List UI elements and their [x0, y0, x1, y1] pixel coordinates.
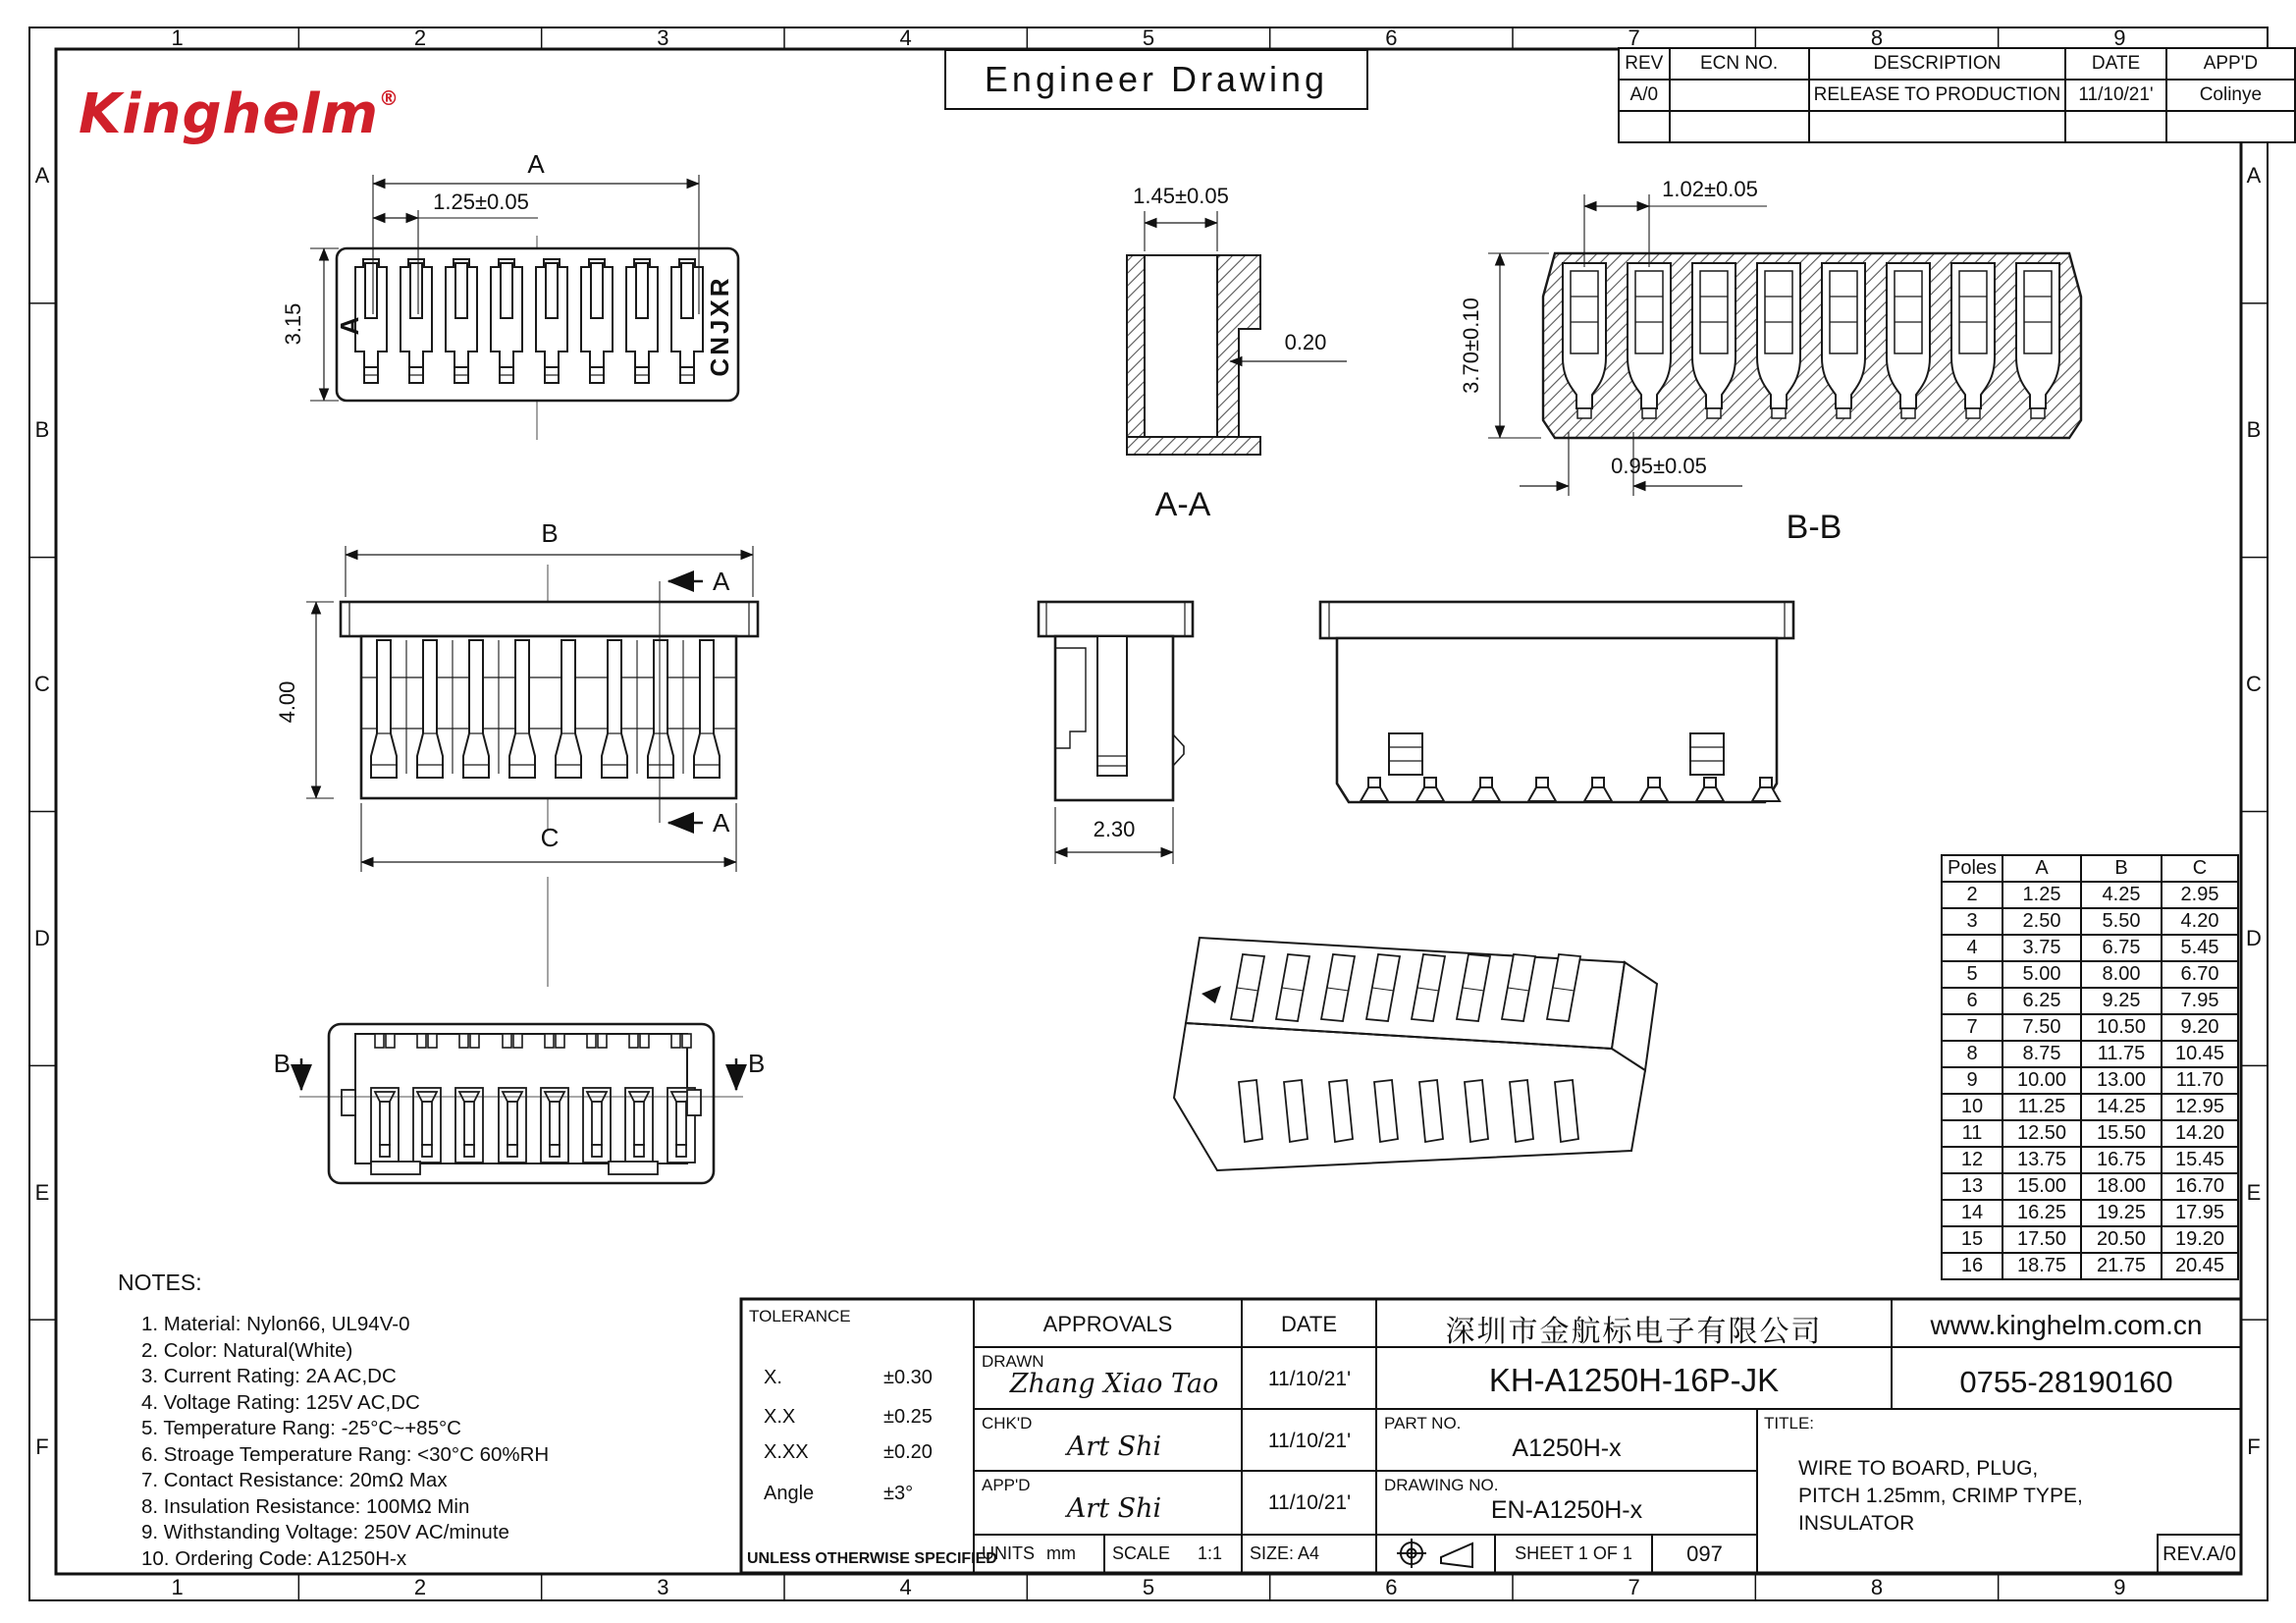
poles-cell: 11.70	[2162, 1067, 2238, 1094]
poles-cell: 4.25	[2081, 882, 2162, 908]
poles-cell: 17.50	[2002, 1226, 2081, 1253]
poles-cell: 2.95	[2162, 882, 2238, 908]
zone-column-label: 7	[1628, 1575, 1640, 1599]
dim-bb-pitch: 1.02±0.05	[1662, 177, 1758, 201]
projection-angle-icon	[1397, 1539, 1472, 1568]
poles-cell: 18.75	[2002, 1253, 2081, 1279]
view-front	[275, 518, 758, 987]
poles-cell: 15.50	[2081, 1120, 2162, 1147]
poles-cell: 3	[1942, 908, 2002, 935]
poles-cell: 16.70	[2162, 1173, 2238, 1200]
poles-row	[1942, 1094, 2238, 1120]
poles-cell: 15	[1942, 1226, 2002, 1253]
scale-value: 1:1	[1198, 1543, 1223, 1563]
notes-heading: NOTES:	[118, 1270, 202, 1295]
view-isometric	[1174, 938, 1657, 1170]
poles-cell: 18.00	[2081, 1173, 2162, 1200]
poles-cell: 14.25	[2081, 1094, 2162, 1120]
poles-row	[1942, 908, 2238, 935]
poles-cell: 20.45	[2162, 1253, 2238, 1279]
revision-cell: RELEASE TO PRODUCTION	[1809, 80, 2066, 111]
zone-row-label: A	[34, 163, 50, 189]
zone-column-label: 8	[1870, 1575, 1884, 1599]
poles-row	[1942, 1120, 2238, 1147]
poles-cell: 19.25	[2081, 1200, 2162, 1226]
dim-b: B	[541, 518, 559, 548]
poles-cell: 2	[1942, 882, 2002, 908]
poles-cell: 7.50	[2002, 1014, 2081, 1041]
poles-cell: 15.00	[2002, 1173, 2081, 1200]
note-item: 10. Ordering Code: A1250H-x	[141, 1546, 407, 1570]
drawn-date: 11/10/21'	[1267, 1368, 1352, 1390]
poles-cell: 7	[1942, 1014, 2002, 1041]
poles-cell: 3.75	[2002, 935, 2081, 961]
registered-mark: ®	[378, 86, 400, 110]
tolerance-x-label: X.	[764, 1367, 782, 1388]
zone-column-label: 5	[1142, 26, 1155, 50]
poles-cell: 14	[1942, 1200, 2002, 1226]
tolerance-angle-value: ±3°	[883, 1483, 914, 1504]
poles-cell: 8.75	[2002, 1041, 2081, 1067]
poles-cell: 10.45	[2162, 1041, 2238, 1067]
poles-row	[1942, 1226, 2238, 1253]
dim-c: C	[540, 823, 560, 852]
poles-cell: 9	[1942, 1067, 2002, 1094]
note-item: 8. Insulation Resistance: 100MΩ Min	[141, 1494, 470, 1518]
zone-row-label: C	[34, 672, 50, 697]
poles-cell: 8	[1942, 1041, 2002, 1067]
poles-cell: 16.75	[2081, 1147, 2162, 1173]
sheet-title-box	[944, 49, 1368, 110]
note-item: 5. Temperature Rang: -25°C~+85°C	[141, 1417, 461, 1439]
revision-cell	[2166, 111, 2295, 142]
chkd-signature: Art Shi	[1066, 1432, 1162, 1462]
poles-cell: 16.25	[2002, 1200, 2081, 1226]
poles-cell: 13.00	[2081, 1067, 2162, 1094]
poles-cell: 20.50	[2081, 1226, 2162, 1253]
appd-label: APP'D	[982, 1476, 1031, 1494]
poles-col-header: Poles	[1942, 855, 2002, 882]
revision-cell	[1670, 80, 1809, 111]
tolerance-xxx-value: ±0.20	[883, 1441, 933, 1463]
note-item: 3. Current Rating: 2A AC,DC	[141, 1365, 397, 1387]
poles-row	[1942, 1200, 2238, 1226]
poles-cell: 6	[1942, 988, 2002, 1014]
polarity-marking: A	[335, 316, 364, 336]
poles-cell: 16	[1942, 1253, 2002, 1279]
tolerance-xx-value: ±0.25	[883, 1406, 933, 1428]
poles-row	[1942, 1147, 2238, 1173]
chkd-label: CHK'D	[982, 1414, 1033, 1433]
zone-row-label: B	[2246, 417, 2262, 443]
view-rear	[1320, 602, 1793, 802]
poles-cell: 9.20	[2162, 1014, 2238, 1041]
revision-col-header: APP'D	[2166, 48, 2295, 80]
doc-number: 097	[1686, 1542, 1723, 1566]
poles-cell: 10.00	[2002, 1067, 2081, 1094]
order-code: KH-A1250H-16P-JK	[1488, 1362, 1780, 1398]
poles-dimension-table	[1941, 854, 2239, 1280]
cut-b-left: B	[273, 1049, 291, 1078]
zone-column-label: 5	[1142, 1575, 1155, 1599]
zone-column-label: 2	[413, 1575, 427, 1599]
view-section-bb	[1459, 177, 2081, 546]
revision-col-header: REV	[1619, 48, 1670, 80]
poles-cell: 8.00	[2081, 961, 2162, 988]
note-item: 1. Material: Nylon66, UL94V-0	[141, 1313, 410, 1335]
poles-table-header	[1942, 855, 2238, 882]
poles-cell: 5.00	[2002, 961, 2081, 988]
note-item: 4. Voltage Rating: 125V AC,DC	[141, 1390, 420, 1414]
units-label: UNITS	[982, 1543, 1035, 1563]
revision-row	[1619, 80, 2295, 111]
poles-cell: 11	[1942, 1120, 2002, 1147]
poles-cell: 5.45	[2162, 935, 2238, 961]
zone-column-label: 9	[2113, 26, 2126, 50]
poles-cell: 7.95	[2162, 988, 2238, 1014]
poles-row	[1942, 935, 2238, 961]
view-top	[281, 149, 738, 440]
poles-cell: 5.50	[2081, 908, 2162, 935]
revision-badge: REV.A/0	[2163, 1543, 2236, 1565]
zone-column-label: 1	[171, 26, 184, 50]
poles-cell: 17.95	[2162, 1200, 2238, 1226]
title-label: TITLE:	[1764, 1414, 1815, 1433]
poles-cell: 4	[1942, 935, 2002, 961]
zone-column-label: 2	[413, 26, 427, 50]
tolerance-angle-label: Angle	[764, 1483, 815, 1504]
revision-row	[1619, 111, 2295, 142]
drawing-no-value: EN-A1250H-x	[1490, 1496, 1643, 1524]
zone-row-label: F	[2247, 1434, 2261, 1459]
poles-row	[1942, 1067, 2238, 1094]
part-no-label: PART NO.	[1384, 1414, 1462, 1433]
drawn-label: DRAWN	[982, 1352, 1044, 1371]
poles-row	[1942, 1173, 2238, 1200]
sheet-number: SHEET 1 OF 1	[1515, 1543, 1632, 1563]
poles-col-header: B	[2081, 855, 2162, 882]
note-item: 7. Contact Resistance: 20mΩ Max	[141, 1469, 448, 1491]
zone-column-label: 7	[1628, 26, 1640, 50]
poles-cell: 14.20	[2162, 1120, 2238, 1147]
company-phone: 0755-28190160	[1959, 1365, 2173, 1399]
zone-row-label: E	[34, 1179, 50, 1205]
poles-cell: 21.75	[2081, 1253, 2162, 1279]
zone-column-label: 9	[2113, 1575, 2126, 1599]
kinghelm-logo: Kinghelm®	[79, 82, 400, 146]
view-bottom	[274, 1024, 766, 1183]
poles-row	[1942, 1041, 2238, 1067]
zone-column-label: 3	[657, 26, 669, 50]
dim-a: A	[527, 149, 545, 179]
units-value: mm	[1046, 1543, 1076, 1563]
zone-column-label: 6	[1385, 1575, 1398, 1599]
brand-marking: CNJXR	[705, 275, 734, 377]
revision-cell: A/0	[1619, 80, 1670, 111]
poles-cell: 10.50	[2081, 1014, 2162, 1041]
revision-cell	[1670, 111, 1809, 142]
title-line-2: PITCH 1.25mm, CRIMP TYPE,	[1798, 1485, 2083, 1507]
poles-row	[1942, 961, 2238, 988]
revision-col-header: ECN NO.	[1670, 48, 1809, 80]
revision-col-header: DESCRIPTION	[1809, 48, 2066, 80]
tolerance-heading: TOLERANCE	[749, 1307, 851, 1325]
dim-bb-slot: 0.95±0.05	[1611, 454, 1707, 478]
poles-cell: 6.70	[2162, 961, 2238, 988]
poles-cell: 19.20	[2162, 1226, 2238, 1253]
dim-aa-width: 1.45±0.05	[1133, 184, 1229, 208]
cut-b-right: B	[748, 1049, 766, 1078]
revision-col-header: DATE	[2065, 48, 2166, 80]
poles-cell: 11.75	[2081, 1041, 2162, 1067]
poles-cell: 1.25	[2002, 882, 2081, 908]
poles-cell: 6.25	[2002, 988, 2081, 1014]
note-item: 9. Withstanding Voltage: 250V AC/minute	[141, 1521, 509, 1543]
zone-row-label: C	[2246, 672, 2262, 697]
view-side	[1039, 602, 1193, 864]
cut-a-bottom: A	[713, 808, 730, 838]
poles-cell: 13.75	[2002, 1147, 2081, 1173]
revision-cell	[1809, 111, 2066, 142]
drawing-no-label: DRAWING NO.	[1384, 1476, 1499, 1494]
poles-cell: 15.45	[2162, 1147, 2238, 1173]
zone-column-label: 4	[899, 1575, 912, 1599]
poles-cell: 11.25	[2002, 1094, 2081, 1120]
poles-row	[1942, 1253, 2238, 1279]
scale-label: SCALE	[1112, 1543, 1171, 1563]
poles-row	[1942, 882, 2238, 908]
zone-column-label: 1	[171, 1575, 184, 1599]
poles-col-header: C	[2162, 855, 2238, 882]
zone-column-label: 4	[899, 26, 912, 50]
company-name: 深圳市金航标电子有限公司	[1445, 1316, 1823, 1348]
poles-cell: 12	[1942, 1147, 2002, 1173]
title-line-1: WIRE TO BOARD, PLUG,	[1798, 1457, 2039, 1480]
zone-row-label: D	[34, 925, 50, 950]
tolerance-xxx-label: X.XX	[764, 1441, 809, 1463]
approvals-heading: APPROVALS	[1042, 1312, 1173, 1336]
zone-row-label: B	[34, 417, 50, 443]
poles-cell: 12.50	[2002, 1120, 2081, 1147]
chkd-date: 11/10/21'	[1267, 1430, 1352, 1452]
date-heading: DATE	[1280, 1312, 1338, 1336]
zone-row-label: F	[35, 1434, 49, 1459]
note-item: 6. Stroage Temperature Rang: <30°C 60%RH	[141, 1442, 550, 1466]
appd-date: 11/10/21'	[1267, 1491, 1352, 1514]
cut-a-top: A	[713, 567, 730, 596]
part-no-value: A1250H-x	[1512, 1434, 1622, 1462]
zone-column-label: 8	[1870, 26, 1884, 50]
dim-side-width: 2.30	[1093, 817, 1136, 841]
dim-aa-wall: 0.20	[1284, 330, 1327, 354]
tolerance-xx-label: X.X	[764, 1406, 796, 1428]
poles-cell: 6.75	[2081, 935, 2162, 961]
poles-cell: 9.25	[2081, 988, 2162, 1014]
sheet-title: Engineer Drawing	[984, 59, 1329, 99]
poles-cell: 13	[1942, 1173, 2002, 1200]
zone-column-label: 3	[657, 1575, 669, 1599]
view-section-aa	[1127, 184, 1347, 523]
revision-cell: 11/10/21'	[2065, 80, 2166, 111]
section-bb-label: B-B	[1786, 509, 1842, 546]
note-item: 2. Color: Natural(White)	[141, 1338, 353, 1362]
poles-cell: 5	[1942, 961, 2002, 988]
revision-cell	[1619, 111, 1670, 142]
revision-table-header	[1619, 48, 2295, 80]
dim-bb-height: 3.70±0.10	[1459, 298, 1483, 394]
zone-row-label: A	[2246, 163, 2262, 189]
poles-col-header: A	[2002, 855, 2081, 882]
dim-pitch: 1.25±0.05	[433, 189, 529, 214]
zone-row-label: D	[2246, 925, 2262, 950]
poles-row	[1942, 1014, 2238, 1041]
section-aa-label: A-A	[1154, 486, 1211, 523]
drawn-signature: Zhang Xiao Tao	[1009, 1369, 1219, 1399]
notes-section	[118, 1270, 667, 1572]
revision-cell	[2065, 111, 2166, 142]
title-line-3: INSULATOR	[1798, 1512, 1915, 1535]
company-website: www.kinghelm.com.cn	[1930, 1310, 2203, 1340]
tolerance-x-value: ±0.30	[883, 1367, 933, 1388]
revision-cell: Colinye	[2166, 80, 2295, 111]
poles-row	[1942, 988, 2238, 1014]
poles-cell: 12.95	[2162, 1094, 2238, 1120]
dim-front-height: 4.00	[275, 680, 299, 724]
revision-table	[1618, 47, 2296, 143]
appd-signature: Art Shi	[1066, 1493, 1162, 1524]
zone-row-label: E	[2246, 1179, 2262, 1205]
size-value: SIZE: A4	[1250, 1543, 1320, 1563]
tolerance-footer: UNLESS OTHERWISE SPECIFIED	[747, 1550, 997, 1567]
zone-column-label: 6	[1385, 26, 1398, 50]
poles-cell: 4.20	[2162, 908, 2238, 935]
poles-cell: 2.50	[2002, 908, 2081, 935]
dim-height: 3.15	[281, 302, 305, 346]
poles-cell: 10	[1942, 1094, 2002, 1120]
